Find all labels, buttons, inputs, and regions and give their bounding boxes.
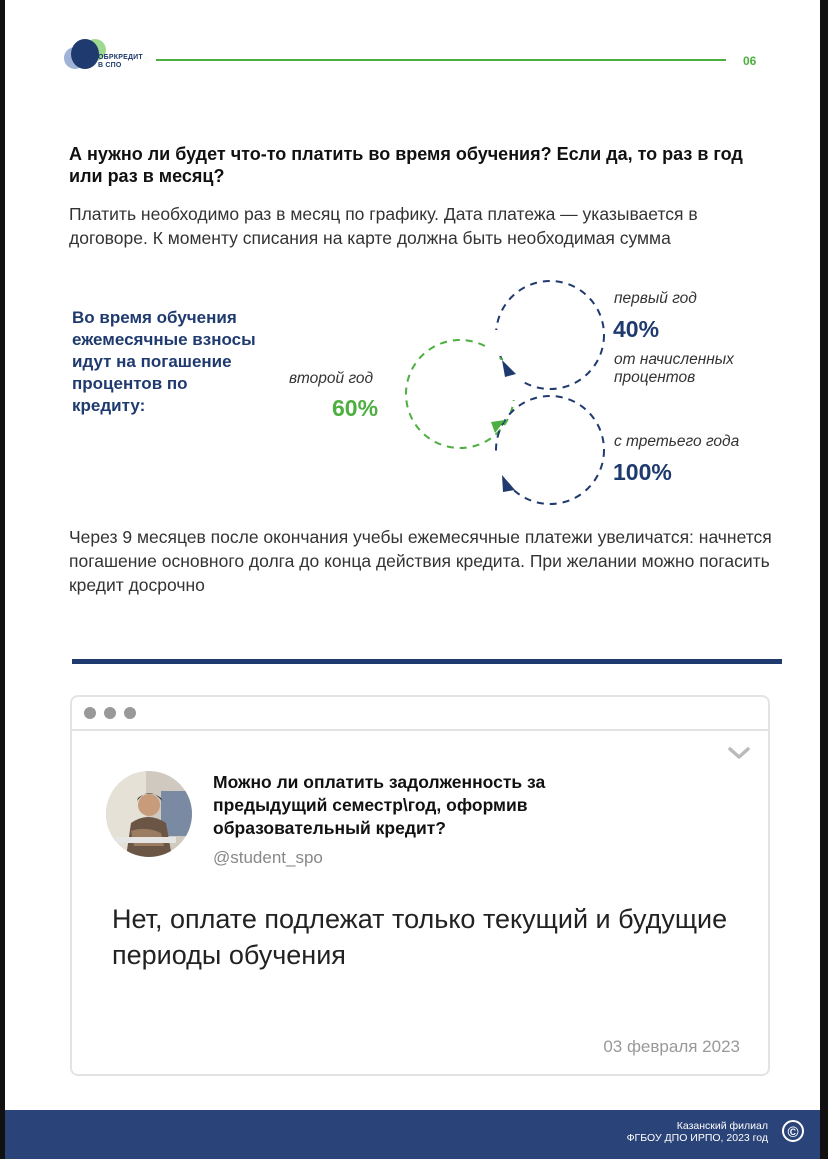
section-question: А нужно ли будет что-то платить во время обучения? Если да, то раз в год или раз в месяц? — [69, 144, 743, 186]
copyright-icon: © — [782, 1120, 804, 1142]
user-handle[interactable]: @student_spo — [213, 848, 323, 867]
first-year-subcaption: от начисленных процентов — [614, 351, 734, 386]
section-divider — [72, 659, 782, 664]
logo — [60, 36, 155, 76]
avatar — [106, 771, 192, 857]
card-question: Можно ли оплатить задолженность за предыдущий семестр\год, оформив образовательный кредит? — [213, 772, 546, 838]
second-year-caption: второй год — [289, 370, 374, 387]
logo-text: ОБРКРЕДИТ В СПО — [98, 54, 143, 69]
avatar-image — [106, 771, 192, 857]
third-year-caption: с третьего года — [614, 433, 740, 450]
page — [5, 0, 820, 1159]
footer — [5, 1110, 820, 1159]
second-year-percent: 60% — [332, 395, 379, 421]
header-rule — [156, 59, 726, 61]
page-number: 06 — [743, 54, 757, 68]
window-dot-icon — [104, 707, 116, 719]
card-answer: Нет, оплате подлежат только текущий и будущие периоды обучения — [112, 904, 728, 970]
post-date: 03 февраля 2023 — [603, 1037, 740, 1056]
card-titlebar — [72, 697, 768, 731]
chevron-down-icon[interactable] — [727, 745, 751, 761]
post-study-paragraph: Через 9 месяцев после окончания учебы ежемесячные платежи увеличатся: начнется погашение основного долга до конца действия кредита. При желании можно погасить кредит досрочно — [69, 527, 772, 595]
window-dot-icon — [84, 707, 96, 719]
third-year-percent: 100% — [613, 459, 672, 485]
window-dot-icon — [124, 707, 136, 719]
first-year-caption: первый год — [614, 290, 697, 307]
interest-cycle-diagram — [385, 270, 605, 515]
first-year-percent: 40% — [613, 316, 660, 342]
footer-text: Казанский филиал ФГБОУ ДПО ИРПО, 2023 год — [626, 1120, 768, 1144]
payment-paragraph: Платить необходимо раз в месяц по графику. Дата платежа — указывается в договоре. К моменту списания на карте должна быть необходимая сумма — [69, 204, 698, 248]
side-note: Во время обучения ежемесячные взносы идут на погашение процентов по кредиту: — [72, 308, 256, 415]
qa-card — [70, 695, 770, 1076]
